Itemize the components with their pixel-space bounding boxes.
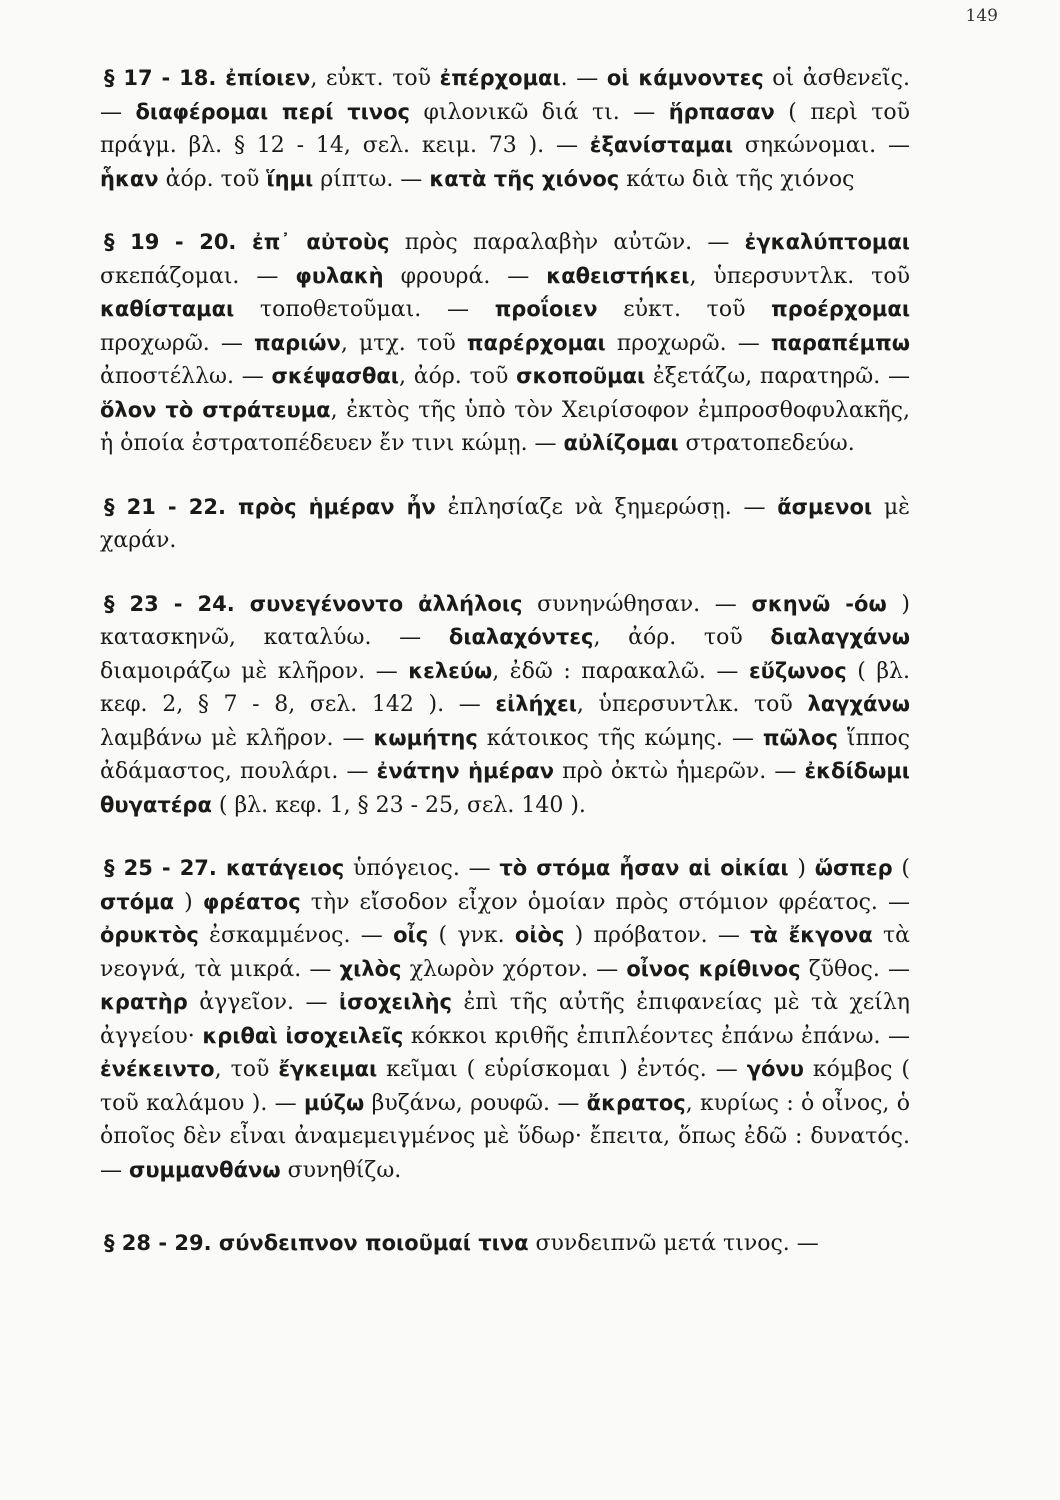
lemma-term: διαλαχόντες xyxy=(448,625,594,649)
gloss-text: πρὸς παραλαβὴν αὐτῶν. — xyxy=(389,230,745,255)
lemma-term: εἰλήχει xyxy=(495,692,577,716)
lemma-term: κρατὴρ xyxy=(100,990,188,1014)
gloss-text: , ὑπερσυντλκ. τοῦ xyxy=(689,263,910,289)
gloss-text: , ἐδῶ : παρακαλῶ. — xyxy=(492,658,749,684)
gloss-text: κάτω διὰ τῆς χιόνος xyxy=(619,166,855,192)
gloss-text: , ἐκτὸς τῆς ὑπὸ τὸν Χειρίσοφον ἐμπροσθοφυλακῆς, ἡ ὁποία ἐστρατοπέδευεν ἔν τινι κώμῃ. — xyxy=(100,397,910,456)
lemma-term: μύζω xyxy=(303,1090,365,1115)
lemma-term: ἐνάτην ἡμέραν xyxy=(376,759,555,783)
lemma-term: οἶνος κρίθινος xyxy=(626,956,801,981)
gloss-text: φρουρά. — xyxy=(383,263,547,289)
lemma-term: κριθαὶ ἰσοχειλεῖς xyxy=(202,1023,404,1048)
lemma-term: ἐπίοιεν xyxy=(225,66,311,90)
gloss-text: ( βλ. κεφ. 2, § 7 - 8, σελ. 142 ). — xyxy=(100,658,910,717)
lemma-term: ὅλον τὸ στράτευμα xyxy=(100,397,331,422)
lemma-term: σύνδειπνον ποιοῦμαί τινα xyxy=(218,1231,529,1255)
paragraph-23-24 xyxy=(100,588,910,823)
gloss-text: ) xyxy=(174,889,203,915)
lemma-term: τὸ στόμα ἦσαν αἱ οἰκίαι xyxy=(499,856,789,880)
paragraph-28-29 xyxy=(100,1227,910,1261)
gloss-text: ( βλ. κεφ. 1, § 23 - 25, σελ. 140 ). xyxy=(211,792,586,818)
lemma-term: κελεύω xyxy=(408,658,493,683)
lemma-term: παραπέμπω xyxy=(770,330,910,355)
lemma-term: τὰ ἔκγονα xyxy=(750,923,873,947)
gloss-text: πρὸ ὀκτὼ ἡμερῶν. — xyxy=(554,759,805,784)
gloss-text: ( περὶ τοῦ πράγμ. βλ. § 12 - 14, σελ. κειμ. 73 ). — xyxy=(100,99,910,158)
lemma-term: προΐοιεν xyxy=(494,297,598,321)
lemma-term: ἧκαν xyxy=(100,166,159,191)
lemma-term: κατὰ τῆς χιόνος xyxy=(429,166,620,191)
paragraph-21-22 xyxy=(100,491,910,558)
lemma-term: ἔγκειμαι xyxy=(278,1057,378,1081)
lemma-term: κωμήτης xyxy=(373,725,478,750)
gloss-text: διαμοιράζω μὲ κλῆρον. — xyxy=(100,658,409,684)
lemma-term: πρὸς ἡμέραν ἦν xyxy=(238,494,436,519)
gloss-text: , μτχ. τοῦ xyxy=(340,330,467,356)
lemma-term: σκηνῶ -όω xyxy=(751,591,887,616)
gloss-text: βυζάνω, ρουφῶ. — xyxy=(364,1090,587,1116)
lemma-term: χιλὸς xyxy=(339,956,402,981)
lemma-term: σκέψασθαι xyxy=(271,364,399,388)
lemma-term: ἐνέκειντο xyxy=(100,1057,215,1081)
gloss-text: ( xyxy=(892,856,911,881)
lemma-term: φυλακὴ xyxy=(295,263,384,288)
gloss-text: εὐκτ. τοῦ xyxy=(597,297,772,322)
gloss-text: προχωρῶ. — xyxy=(605,330,771,356)
page-number: 149 xyxy=(965,6,998,26)
lemma-term: πῶλος xyxy=(762,725,838,750)
paragraph-17-18 xyxy=(100,62,910,196)
lemma-term: διαφέρομαι περί τινος xyxy=(135,99,410,124)
gloss-text: ἀποστέλλω. — xyxy=(100,364,272,389)
gloss-text: ἐπὶ τῆς αὐτῆς ἐπιφανείας μὲ τὰ χείλη ἀγγείου· xyxy=(100,990,910,1049)
lemma-term: οἶς xyxy=(393,923,429,947)
commentary-body xyxy=(100,62,910,1291)
lemma-term: διαλαγχάνω xyxy=(770,625,910,649)
gloss-text: στρατοπεδεύω. xyxy=(678,431,855,456)
gloss-text: συνηνώθησαν. — xyxy=(522,591,752,617)
gloss-text: ἐσκαμμένος. — xyxy=(198,923,394,948)
gloss-text: ἐπλησίαζε νὰ ξημερώσῃ. — xyxy=(435,494,778,520)
lemma-term: § 17 - 18. xyxy=(104,66,226,90)
lemma-term: φρέατος xyxy=(202,889,301,914)
gloss-text: σηκώνομαι. — xyxy=(733,133,910,158)
gloss-text: κόμβος ( τοῦ καλάμου ). — xyxy=(100,1057,910,1116)
lemma-term: παρέρχομαι xyxy=(466,330,606,355)
lemma-term: γόνυ xyxy=(746,1057,804,1081)
gloss-text: χλωρὸν χόρτον. — xyxy=(401,956,627,982)
lemma-term: αὐλίζομαι xyxy=(563,431,679,455)
gloss-text: , κυρίως : ὁ οἶνος, ὁ ὁποῖος δὲν εἶναι ἀναμεμειγμένος μὲ ὕδωρ· ἔπειτα, ὅπως ἐδῶ : δυνατός. — xyxy=(100,1090,910,1183)
gloss-text: ( γνκ. xyxy=(428,923,515,948)
lemma-term: κατάγειος xyxy=(226,856,345,880)
lemma-term: ἐγκαλύπτομαι xyxy=(744,230,910,254)
gloss-text: . — xyxy=(560,66,607,91)
lemma-term: ἐπ᾽ αὐτοὺς xyxy=(252,230,390,254)
gloss-text: προχωρῶ. — xyxy=(100,330,255,356)
gloss-text: μὲ χαράν. xyxy=(100,494,910,553)
gloss-text: ζῦθος. — xyxy=(800,956,910,982)
lemma-term: ἄσμενοι xyxy=(777,494,873,519)
lemma-term: οἱ κάμνοντες xyxy=(606,66,764,90)
lemma-term: ἐξανίσταμαι xyxy=(589,133,734,157)
gloss-text: ) xyxy=(788,856,815,881)
gloss-text: φιλονικῶ διά τι. — xyxy=(409,99,669,125)
lemma-term: λαγχάνω xyxy=(807,692,910,716)
lemma-term: ἥρπασαν xyxy=(668,99,775,124)
lemma-term: εὔζωνος xyxy=(748,658,847,683)
lemma-term: σκοποῦμαι xyxy=(516,364,646,388)
gloss-text: συνδειπνῶ μετά τινος. — xyxy=(528,1231,819,1256)
lemma-term: ἵημι xyxy=(266,166,314,191)
lemma-term: ἐπέρχομαι xyxy=(439,66,561,90)
gloss-text: ρίπτω. — xyxy=(313,166,430,192)
paragraph-19-20 xyxy=(100,226,910,461)
gloss-text: τοποθετοῦμαι. — xyxy=(234,297,495,322)
gloss-text: , ἀόρ. τοῦ xyxy=(593,625,771,650)
gloss-text: ) κατασκηνῶ, καταλύω. — xyxy=(100,591,910,650)
gloss-text: τὰ νεογνά, τὰ μικρά. — xyxy=(100,923,910,982)
lemma-term: παριών xyxy=(254,330,341,355)
lemma-term: οἰὸς xyxy=(514,923,565,947)
gloss-text: οἱ ἀσθενεῖς. — xyxy=(100,66,910,125)
lemma-term: ἰσοχειλὴς xyxy=(338,990,452,1014)
gloss-text: τὴν εἴσοδον εἶχον ὁμοίαν πρὸς στόμιον φρέατος. — xyxy=(300,889,910,915)
gloss-text: ) πρόβατον. — xyxy=(564,923,751,948)
lemma-term: καθίσταμαι xyxy=(100,297,235,321)
gloss-text: ὑπόγειος. — xyxy=(344,856,500,881)
lemma-term: συνεγένοντο ἀλλήλοις xyxy=(249,591,523,616)
gloss-text: , ἀόρ. τοῦ xyxy=(399,364,517,389)
lemma-term: § 28 - 29. xyxy=(104,1231,219,1255)
gloss-text: ἀγγεῖον. — xyxy=(187,990,339,1015)
lemma-term: ἐκδίδωμι θυγατέρα xyxy=(100,759,910,817)
lemma-term: καθειστήκει xyxy=(546,263,690,288)
gloss-text: , εὐκτ. τοῦ xyxy=(310,66,440,91)
gloss-text: συνηθίζω. xyxy=(280,1157,402,1183)
gloss-text: , ὑπερσυντλκ. τοῦ xyxy=(576,692,808,717)
gloss-text: κάτοικος τῆς κώμης. — xyxy=(477,725,763,751)
gloss-text: σκεπάζομαι. — xyxy=(100,263,296,289)
paragraph-25-27 xyxy=(100,852,910,1187)
lemma-term: συμμανθάνω xyxy=(129,1157,281,1182)
gloss-text: , τοῦ xyxy=(214,1057,279,1082)
lemma-term: § 25 - 27. xyxy=(104,856,226,880)
lemma-term: § 19 - 20. xyxy=(104,230,252,254)
gloss-text: ἐξετάζω, παρατηρῶ. — xyxy=(645,364,911,389)
lemma-term: ἄκρατος xyxy=(586,1090,686,1115)
gloss-text: ἀόρ. τοῦ xyxy=(158,166,267,192)
lemma-term: ὥσπερ xyxy=(814,856,893,880)
gloss-text: κεῖμαι ( εὑρίσκομαι ) ἐντός. — xyxy=(377,1057,747,1082)
lemma-term: § 21 - 22. xyxy=(104,494,239,519)
gloss-text: ἵππος ἀδάμαστος, πουλάρι. — xyxy=(100,725,911,784)
lemma-term: § 23 - 24. xyxy=(104,591,250,616)
gloss-text: κόκκοι κριθῆς ἐπιπλέοντες ἐπάνω ἐπάνω. — xyxy=(403,1023,910,1049)
lemma-term: προέρχομαι xyxy=(771,297,910,321)
lemma-term: στόμα xyxy=(100,889,175,914)
lemma-term: ὀρυκτὸς xyxy=(100,923,199,947)
gloss-text: λαμβάνω μὲ κλῆρον. — xyxy=(100,725,374,751)
